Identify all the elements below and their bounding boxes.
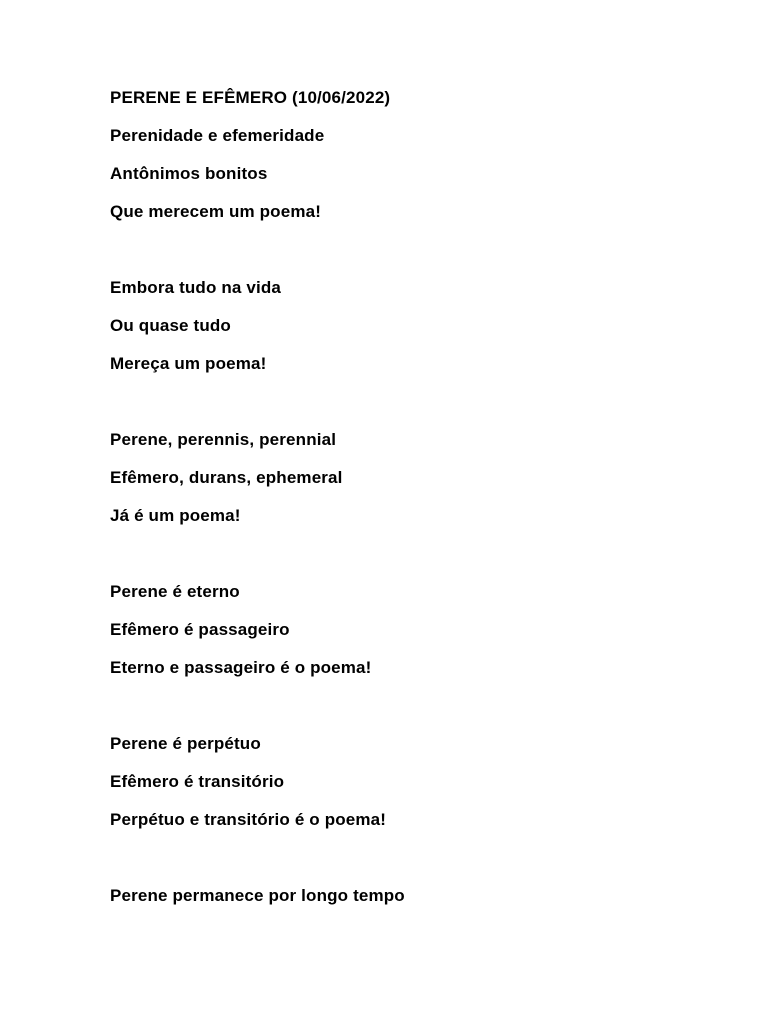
poem-line: Perene permanece por longo tempo bbox=[110, 886, 405, 905]
poem-line: Já é um poema! bbox=[110, 506, 241, 525]
poem-line: Efêmero é transitório bbox=[110, 772, 285, 791]
poem-line: Perene é eterno bbox=[110, 582, 240, 601]
poem-title: PERENE E EFÊMERO (10/06/2022) bbox=[110, 88, 391, 107]
poem-line: Que merecem um poema! bbox=[110, 202, 322, 221]
poem-line: Perpétuo e transitório é o poema! bbox=[110, 810, 387, 829]
poem-line: Perene, perennis, perennial bbox=[110, 430, 337, 449]
poem-line: Efêmero é passageiro bbox=[110, 620, 290, 639]
poem-line: Mereça um poema! bbox=[110, 354, 267, 373]
poem-line: Perenidade e efemeridade bbox=[110, 126, 325, 145]
poem-line: Perene é perpétuo bbox=[110, 734, 261, 753]
poem-line: Efêmero, durans, ephemeral bbox=[110, 468, 343, 487]
poem-line: Eterno e passageiro é o poema! bbox=[110, 658, 372, 677]
poem-line: Embora tudo na vida bbox=[110, 278, 281, 297]
poem-line: Ou quase tudo bbox=[110, 316, 231, 335]
poem-line: Antônimos bonitos bbox=[110, 164, 268, 183]
